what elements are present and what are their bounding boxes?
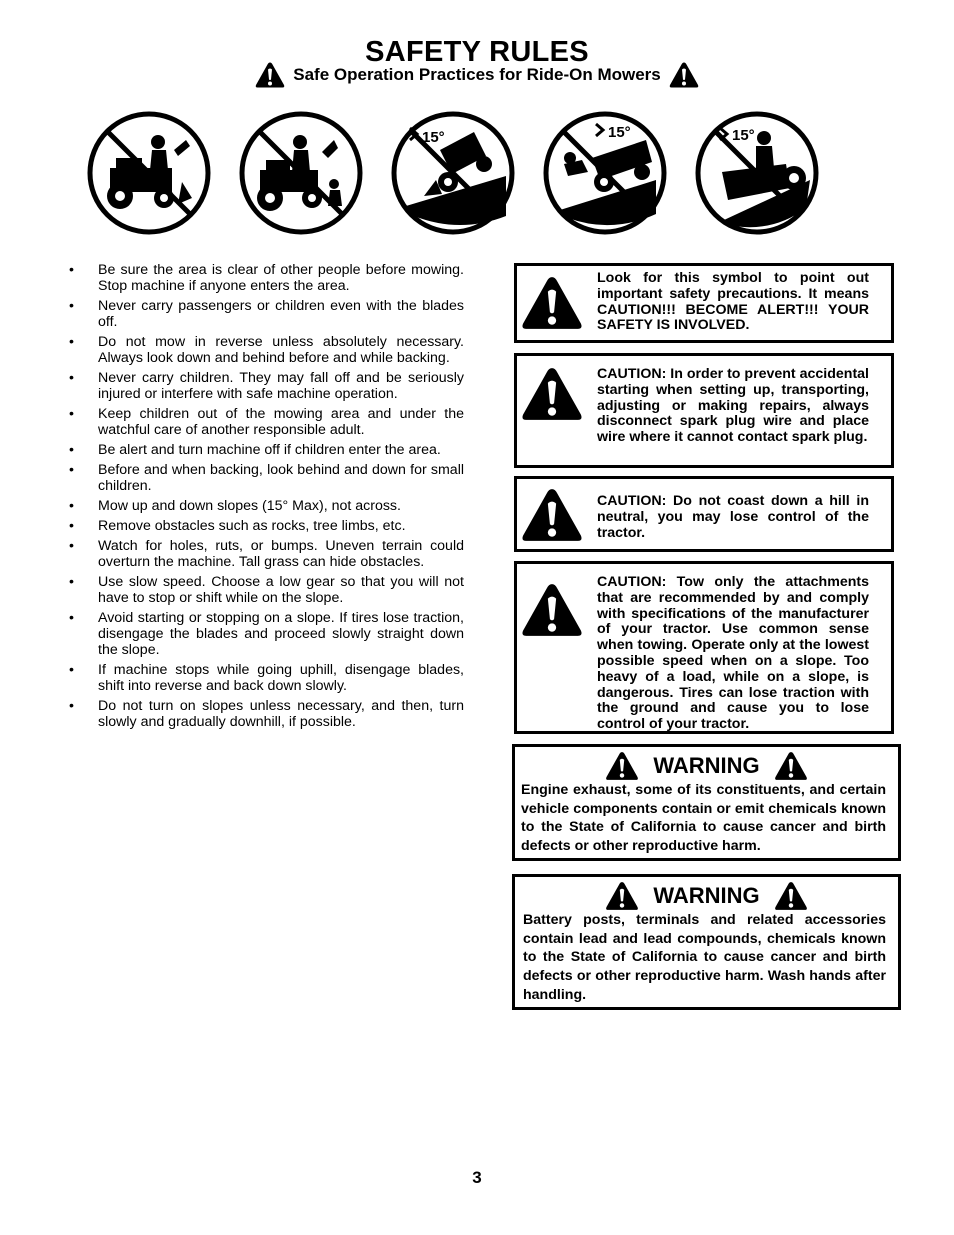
list-item: • Before and when backing, look behind and down for small children. [66, 462, 464, 494]
list-item: • Avoid starting or stopping on a slope. If tires lose traction, disengage the blades and proceed slowly straight down the slope. [66, 610, 464, 658]
caution-text: Look for this symbol to point out important safety precautions. It means CAUTION!!! BECOME ALERT!!! YOUR SAFETY IS INVOLVED. [597, 270, 869, 334]
list-item: • Be sure the area is clear of other people before mowing. Stop machine if anyone enters the area. [66, 262, 464, 294]
list-item: • Keep children out of the mowing area and under the watchful care of another responsible adult. [66, 406, 464, 438]
safety-rules-list [66, 262, 464, 734]
warning-triangle-icon [774, 751, 808, 781]
list-item: • Do not turn on slopes unless necessary, and then, turn slowly and gradually downhill, if possible. [66, 698, 464, 730]
caution-box [514, 353, 894, 468]
warning-box [512, 874, 901, 1010]
warning-triangle-icon [521, 366, 583, 422]
warning-triangle-icon [521, 582, 583, 638]
page-number: 3 [472, 1168, 482, 1187]
caution-box [514, 561, 894, 734]
list-item: • Never carry children. They may fall off and be seriously injured or interfere with safe machine operation. [66, 370, 464, 402]
list-item: • Be alert and turn machine off if children enter the area. [66, 442, 464, 458]
page-title: SAFETY RULES [365, 36, 589, 68]
warning-triangle-icon [605, 881, 639, 911]
list-item: • Watch for holes, ruts, or bumps. Uneven terrain could overturn the machine. Tall grass can hide obstacles. [66, 538, 464, 570]
caution-box [514, 263, 894, 343]
warning-header [515, 881, 898, 911]
no-passengers-pictogram [86, 110, 212, 236]
warning-triangle-icon [605, 751, 639, 781]
safety-pictograms [86, 110, 826, 236]
caution-box [514, 476, 894, 552]
slope-angle-label: 15° [732, 127, 755, 144]
warning-text: Engine exhaust, some of its constituents, and certain vehicle components contain or emit chemicals known to the State of California to cause cancer and birth defects or other reproductive harm. [521, 782, 886, 855]
caution-text: CAUTION: In order to prevent accidental starting when setting up, transporting, adjusting or making repairs, always disconnect spark plug wire and place wire where it cannot contact spark plug. [597, 366, 869, 446]
slope-tipping-pictogram [390, 110, 516, 236]
caution-text: CAUTION: Tow only the attachments that are recommended by and comply with specifications of the manufacturer of your tractor. Use common sense when towing. Operate only at the lowest possible speed when on a slope. Too heavy of a load, while on a slope, is dangerous. Tires can lose traction with the ground and cause you to lose control of your tractor. [597, 574, 869, 733]
warning-header [515, 751, 898, 781]
slope-across-pictogram [694, 110, 820, 236]
no-children-pictogram [238, 110, 364, 236]
list-item: • If machine stops while going uphill, disengage blades, shift into reverse and back down slowly. [66, 662, 464, 694]
list-item: • Never carry passengers or children even with the blades off. [66, 298, 464, 330]
warning-triangle-icon [521, 487, 583, 543]
warning-triangle-icon [255, 61, 285, 89]
list-item: • Use slow speed. Choose a low gear so that you will not have to stop or shift while on the slope. [66, 574, 464, 606]
list-item: • Remove obstacles such as rocks, tree limbs, etc. [66, 518, 464, 534]
list-item: • Do not mow in reverse unless absolutely necessary. Always look down and behind before and while backing. [66, 334, 464, 366]
slope-rollover-pictogram [542, 110, 668, 236]
list-item: • Mow up and down slopes (15° Max), not across. [66, 498, 464, 514]
warning-triangle-icon [521, 275, 583, 331]
warning-triangle-icon [669, 61, 699, 89]
warning-text: Battery posts, terminals and related accessories contain lead and lead compounds, chemicals known to the State of California to cause cancer and birth defects or other reproductive harm. Wash hands after handling. [523, 912, 886, 1003]
section-subtitle [0, 60, 954, 90]
slope-angle-label: 15° [608, 124, 631, 141]
warning-heading: WARNING [653, 883, 760, 908]
warning-heading: WARNING [653, 753, 760, 778]
warning-triangle-icon [774, 881, 808, 911]
subtitle-text: Safe Operation Practices for Ride-On Mowers [293, 65, 661, 84]
caution-text: CAUTION: Do not coast down a hill in neutral, you may lose control of the tractor. [597, 493, 869, 541]
warning-box [512, 744, 901, 861]
slope-angle-label: 15° [422, 129, 445, 146]
